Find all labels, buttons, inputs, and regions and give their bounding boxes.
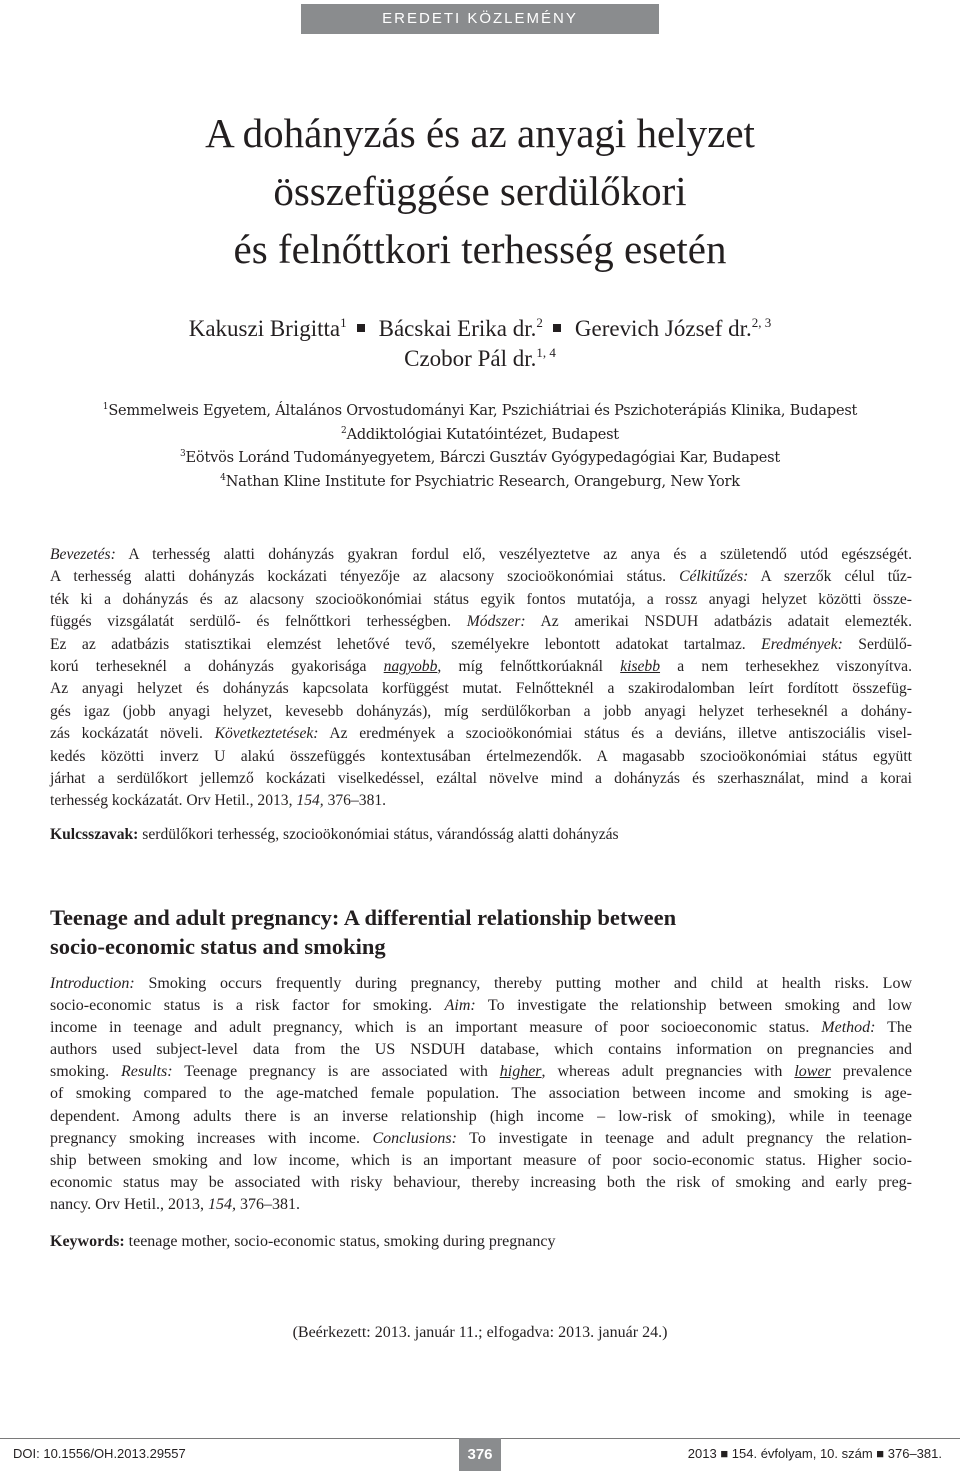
abstract-section-label: Method: <box>821 1019 876 1037</box>
abstract-text: zás kockázatát növeli. <box>50 725 215 743</box>
author-affiliation-ref: 2, 3 <box>751 315 772 330</box>
abstract-text: Az eredmények a szocioökonómiai státus és a deviáns, illetve antiszociális visel- <box>318 725 912 743</box>
abstract-hungarian <box>50 544 912 813</box>
emphasized-term: lower <box>794 1063 831 1081</box>
english-title <box>50 903 676 961</box>
abstract-line <box>50 1039 912 1061</box>
abstract-text: To investigate the relationship between smoking and low <box>475 997 912 1015</box>
author-name: Czobor Pál dr. <box>404 346 537 371</box>
abstract-text: nancy. Orv Hetil., 2013, <box>50 1195 209 1213</box>
received-dates: (Beérkezett: 2013. január 11.; elfogadva: 2013. január 24.) <box>292 1324 668 1341</box>
abstract-line <box>50 701 912 723</box>
abstract-line <box>50 1128 912 1150</box>
abstract-text: prevalence <box>830 1063 912 1081</box>
abstract-section-label: Célkitűzés: <box>679 568 749 586</box>
emphasized-term: nagyobb <box>383 658 438 676</box>
abstract-text: Az amerikai NSDUH adatbázis adatait elemezték. <box>525 613 912 631</box>
abstract-text: Serdülő- <box>842 635 912 653</box>
abstract-text: járhat a serdülőkort jellemző kockázati viselkedéssel, ezáltal növelve mind a dohányzás és szerhasználat, mind a korai <box>50 770 912 788</box>
affiliation-text: Nathan Kline Institute for Psychiatric Research, Orangeburg, New York <box>225 473 740 490</box>
abstract-line <box>50 1017 912 1039</box>
title-line: Teenage and adult pregnancy: A differential relationship between <box>50 905 677 930</box>
abstract-text: Smoking occurs frequently during pregnancy, thereby putting mother and child at health risks. Low <box>134 975 912 992</box>
abstract-line <box>50 1150 912 1172</box>
abstract-text: gés igaz (jobb anyagi helyzet, kevesebb dohányzás), míg serdülőkorban a jobb anyagi helyzet terheseknél a dohány- <box>50 702 912 720</box>
abstract-text: authors used subject-level data from the US NSDUH database, which contains information on pregnancies and <box>50 1041 912 1059</box>
abstract-text: To investigate in teenage and adult pregnancy the relation- <box>456 1129 912 1147</box>
abstract-line <box>50 1083 912 1105</box>
abstract-line <box>50 656 912 678</box>
affiliation-number: 4 <box>220 472 226 483</box>
abstract-text: Az anyagi helyzet és dohányzás kapcsolata korfüggést mutat. Felnőtteknél a szakirodalomban leírt fordított összefüg- <box>50 680 912 698</box>
abstract-line <box>50 1061 912 1083</box>
author-list <box>60 314 900 374</box>
abstract-line <box>50 634 912 656</box>
keywords-text: teenage mother, socio-economic status, smoking during pregnancy <box>124 1233 556 1250</box>
abstract-section-label: 154, <box>208 1195 237 1213</box>
abstract-text: ship between smoking and low income, which is an important measure of poor socio-economic status. Higher socio- <box>50 1151 912 1169</box>
abstract-line <box>50 723 912 745</box>
keywords-hungarian <box>50 826 619 844</box>
author-affiliation-ref: 1, 4 <box>536 345 556 360</box>
separator-square-icon <box>357 324 365 332</box>
keywords-english <box>50 1233 555 1251</box>
abstract-section-label: Introduction: <box>50 975 135 992</box>
author-name: Kakuszi Brigitta <box>188 316 341 341</box>
abstract-section-label: Eredmények: <box>761 635 843 653</box>
abstract-line <box>50 1106 912 1128</box>
abstract-text: smoking. <box>50 1063 122 1081</box>
abstract-text: terhesség kockázatát. Orv Hetil., 2013, <box>50 792 297 810</box>
abstract-english <box>50 973 912 1216</box>
abstract-text: income in teenage and adult pregnancy, which is an important measure of poor socioeconomic status. <box>50 1019 822 1037</box>
abstract-section-label: Bevezetés: <box>50 546 116 563</box>
abstract-line <box>50 1194 912 1216</box>
keywords-text: serdülőkori terhesség, szocioökonómiai státus, várandósság alatti dohányzás <box>138 826 619 843</box>
abstract-section-label: Következtetések: <box>214 725 319 743</box>
abstract-section-label: Módszer: <box>466 613 526 631</box>
abstract-text: A terhesség alatti dohányzás gyakran fordul elő, veszélyeztetve az anya és a születendő utód egészségét. <box>115 546 912 563</box>
affiliation-number: 3 <box>180 449 186 459</box>
abstract-line <box>50 678 912 700</box>
keywords-label: Keywords: <box>50 1233 125 1250</box>
affiliation-text: Eötvös Loránd Tudományegyetem, Bárczi Gusztáv Gyógypedagógiai Kar, Budapest <box>185 450 780 466</box>
abstract-text: a nem terhesekhez viszonyítva. <box>660 658 912 676</box>
author-name: Bácskai Erika dr. <box>378 316 537 341</box>
abstract-section-label: Aim: <box>444 997 476 1015</box>
page-footer <box>0 1438 960 1471</box>
abstract-text: A terhesség alatti dohányzás kockázati tényezője az alacsony szocioökonómiai státus. <box>50 568 680 586</box>
emphasized-term: higher <box>499 1063 542 1081</box>
abstract-text: 376–381. <box>236 1195 301 1213</box>
abstract-text: economic status may be associated with risky behaviour, thereby increasing both the risk of smoking and early preg- <box>50 1173 912 1191</box>
abstract-text: kedés közötti inverz U alakú összefüggés kontextusában értelmezendők. A magasabb szocioökonómiai státus együtt <box>50 747 912 765</box>
affiliation-item <box>40 447 920 471</box>
abstract-text: A szerzők célul tűz- <box>748 568 912 586</box>
abstract-line <box>50 790 912 812</box>
article-title <box>60 104 900 278</box>
abstract-text: pregnancy smoking increases with income. <box>50 1129 373 1147</box>
abstract-line <box>50 746 912 768</box>
title-line: A dohányzás és az anyagi helyzet <box>205 110 755 156</box>
affiliation-text: Addiktológiai Kutatóintézet, Budapest <box>346 426 619 443</box>
abstract-line <box>50 566 912 588</box>
affiliation-item <box>40 424 920 448</box>
abstract-text: socio-economic status is a risk factor for smoking. <box>50 997 445 1015</box>
affiliation-text: Semmelweis Egyetem, Általános Orvostudományi Kar, Pszichiátriai és Pszichoterápiás Klinika, Budapest <box>108 403 858 419</box>
abstract-section-label: Results: <box>121 1063 173 1081</box>
abstract-line <box>50 589 912 611</box>
abstract-section-label: Conclusions: <box>372 1129 457 1147</box>
abstract-line <box>50 995 912 1017</box>
doi-link[interactable]: DOI: 10.1556/OH.2013.29557 <box>13 1446 186 1461</box>
abstract-text: of smoking compared to the age-matched female population. The association between income and smoking is age- <box>50 1085 912 1103</box>
title-line: socio-economic status and smoking <box>50 934 386 959</box>
section-label: EREDETI KÖZLEMÉNY <box>301 4 659 34</box>
abstract-text: 376–381. <box>323 792 387 810</box>
abstract-line <box>50 544 912 566</box>
author-name: Gerevich József dr. <box>574 316 752 341</box>
abstract-line <box>50 768 912 790</box>
abstract-text: Ez az adatbázis statisztikai elemzést lehetővé tevő, személyekre lebontott adatokat tartalmaz. <box>50 635 762 653</box>
abstract-text: ték ki a dohányzás és az alacsony szocioökonómiai státus egyik fontos mutatója, a rossz anyagi helyzet közötti össze- <box>50 590 912 608</box>
abstract-section-label: 154, <box>296 792 324 810</box>
keywords-label: Kulcsszavak: <box>50 826 139 843</box>
abstract-text: , míg felnőttkorúaknál <box>437 658 621 676</box>
abstract-line <box>50 611 912 633</box>
affiliation-item <box>40 471 920 495</box>
emphasized-term: kisebb <box>620 658 661 676</box>
separator-square-icon <box>553 324 561 332</box>
abstract-text: függés vizsgálatát serdülő- és felnőttkori terhességben. <box>50 613 467 631</box>
abstract-text: , whereas adult pregnancies with <box>541 1063 795 1081</box>
abstract-line <box>50 1172 912 1194</box>
page-number: 376 <box>459 1438 501 1471</box>
affiliation-number: 2 <box>341 425 347 436</box>
abstract-text: The <box>875 1019 912 1037</box>
abstract-line <box>50 973 912 995</box>
author-affiliation-ref: 1 <box>340 315 347 330</box>
author-affiliation-ref: 2 <box>536 315 543 330</box>
abstract-text: Teenage pregnancy is are associated with <box>172 1063 500 1081</box>
title-line: és felnőttkori terhesség esetén <box>233 226 727 272</box>
abstract-text: dependent. Among adults there is an inverse relationship (high income – low-risk of smoking), while in teenage <box>50 1107 912 1125</box>
affiliation-item <box>40 400 920 424</box>
affiliation-number: 1 <box>102 402 109 412</box>
abstract-text: korú terheseknél a dohányzás gyakorisága <box>50 658 384 676</box>
affiliation-list <box>40 400 920 494</box>
title-line: összefüggése serdülőkori <box>273 168 687 214</box>
journal-citation: 2013 ■ 154. évfolyam, 10. szám ■ 376–381. <box>687 1446 942 1461</box>
